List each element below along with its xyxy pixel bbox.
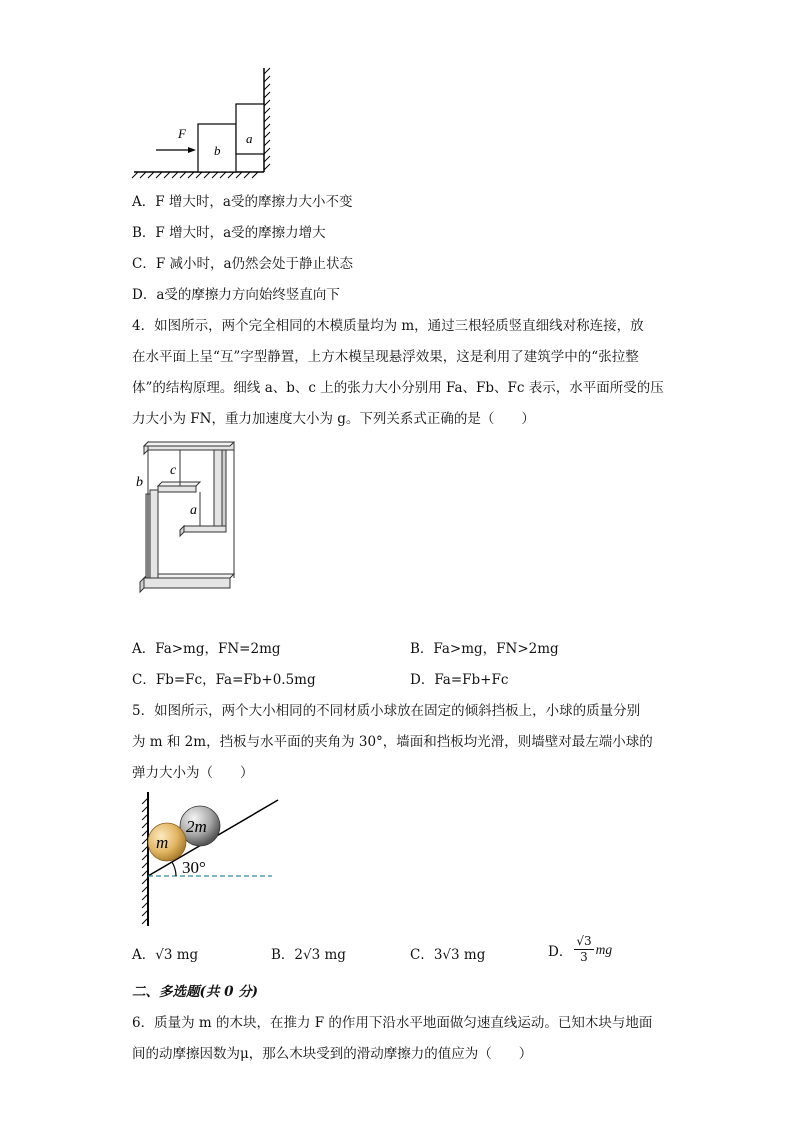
q5-option-d-numerator: √3	[576, 934, 592, 948]
angle-label: 30°	[182, 858, 206, 877]
q3-option-c: C．F 减小时，a仍然会处于静止状态	[132, 256, 354, 272]
block-a-label: a	[246, 131, 253, 146]
q5-figure	[130, 790, 280, 932]
q5-stem-line-2: 为 m 和 2m，挡板与水平面的夹角为 30°，墙面和挡板均光滑，则墙壁对最左端小球的	[132, 734, 653, 750]
block-b-label: b	[214, 143, 221, 158]
q5-option-b: B．2√3 mg	[271, 947, 346, 963]
q4-option-d: D．Fa=Fb+Fc	[410, 672, 509, 688]
q4-figure	[130, 432, 245, 604]
q5-option-d-fraction	[574, 934, 593, 965]
string-a-label: a	[190, 503, 197, 518]
q5-option-d-suffix: mg	[595, 941, 613, 957]
force-label: F	[178, 126, 186, 141]
q6-stem-line-2: 间的动摩擦因数为μ，那么木块受到的滑动摩擦力的值应为（ ）	[132, 1046, 533, 1062]
q5-option-a: A．√3 mg	[132, 947, 199, 963]
ball-m-label: m	[156, 833, 169, 852]
q4-stem-line-4: 力大小为 FN，重力加速度大小为 g。下列关系式正确的是（ ）	[132, 411, 535, 427]
q3-option-d: D．a受的摩擦力方向始终竖直向下	[132, 287, 340, 303]
q4-stem-line-2: 在水平面上呈“互”字型静置，上方木模呈现悬浮效果，这是利用了建筑学中的“张拉整	[132, 349, 639, 365]
q5-option-d	[548, 934, 612, 965]
q4-option-a: A．Fa>mg，FN=2mg	[132, 641, 281, 657]
q6-stem-line-1: 6．质量为 m 的木块，在推力 F 的作用下沿水平地面做匀速直线运动。已知木块与地面	[132, 1015, 653, 1031]
q4-option-c: C．Fb=Fc，Fa=Fb+0.5mg	[132, 672, 316, 688]
q5-option-d-prefix: D．	[548, 943, 573, 960]
q4-option-b: B．Fa>mg，FN>2mg	[410, 641, 559, 657]
q5-stem-line-3: 弹力大小为（ ）	[132, 765, 254, 781]
q4-stem-line-1: 4．如图所示，两个完全相同的木模质量均为 m，通过三根轻质竖直细线对称连接，放	[132, 318, 644, 334]
section-heading-multiple-choice: 二、多选题(共 0 分)	[132, 984, 259, 1000]
ball-2m-label: 2m	[186, 817, 207, 836]
q5-option-c: C．3√3 mg	[410, 947, 486, 963]
string-b-label: b	[136, 475, 143, 490]
q3-figure	[130, 62, 280, 180]
q4-stem-line-3: 体”的结构原理。细线 a、b、c 上的张力大小分别用 Fa、Fb、Fc 表示，水平面所受的压	[132, 380, 664, 396]
q5-stem-line-1: 5．如图所示，两个大小相同的不同材质小球放在固定的倾斜挡板上，小球的质量分别	[132, 703, 641, 719]
q3-option-a: A．F 增大时，a受的摩擦力大小不变	[132, 194, 353, 210]
string-c-label: c	[170, 463, 177, 478]
q3-option-b: B．F 增大时，a受的摩擦力增大	[132, 225, 326, 241]
q5-option-d-denominator: 3	[580, 950, 588, 964]
